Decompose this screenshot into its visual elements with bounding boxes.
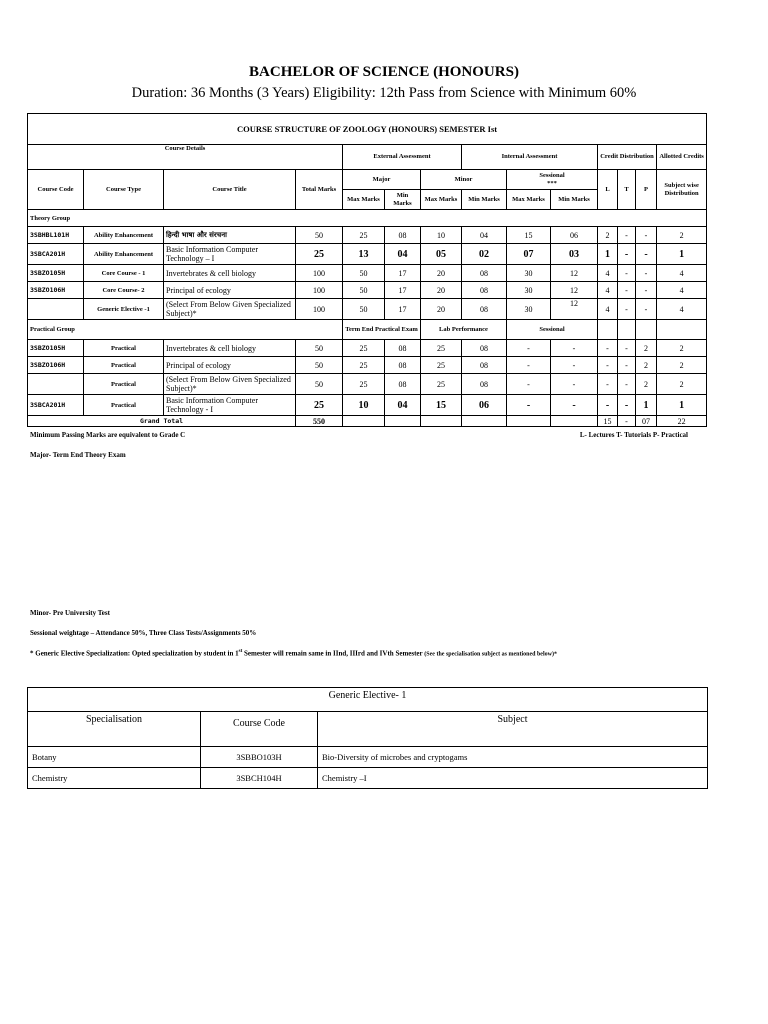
lab-performance-header: Lab Performance xyxy=(421,320,507,340)
external-assessment-header: External Assessment xyxy=(343,145,462,170)
course-title-header: Course Title xyxy=(164,170,296,210)
table-row: 3SBCA201H Practical Basic Information Computer Technology - I 25 10 04 15 06 - - - - 1 1 xyxy=(28,395,707,416)
table-row: Practical (Select From Below Given Specialized Subject)* 50 25 08 25 08 - - - - 2 2 xyxy=(28,374,707,395)
major-note: Major- Term End Theory Exam xyxy=(30,451,126,459)
table-caption: COURSE STRUCTURE OF ZOOLOGY (HONOURS) SEMESTER Ist xyxy=(28,114,707,145)
grand-total-row: Grand Total 550 15 - 07 22 xyxy=(28,416,707,427)
generic-elective-caption: Generic Elective- 1 xyxy=(28,688,708,712)
major-min-header: Min Marks xyxy=(385,190,421,210)
theory-group-label: Theory Group xyxy=(28,210,707,227)
table-row: Generic Elective -1 (Select From Below Given Specialized Subject)* 100 50 17 20 08 30 12 4 - - 4 xyxy=(28,299,707,320)
table-row: 3SBZO105H Practical Invertebrates & cell biology 50 25 08 25 08 - - - - 2 2 xyxy=(28,340,707,357)
allotted-credits-header: Allotted Credits xyxy=(657,145,707,170)
t-header: T xyxy=(618,170,636,210)
minor-max-header: Max Marks xyxy=(421,190,462,210)
table-row: 3SBCA201H Ability Enhancement Basic Information Computer Technology – I 25 13 04 05 02 07 03 1 - - 1 xyxy=(28,244,707,265)
table-row: 3SBHBL101H Ability Enhancement हिन्दी भाषा और संरचना 50 25 08 10 04 15 06 2 - - 2 xyxy=(28,227,707,244)
minor-note: Minor- Pre University Test xyxy=(30,609,110,617)
sessional-header: Sessional *** xyxy=(507,170,598,190)
major-header: Major xyxy=(343,170,421,190)
page-subtitle: Duration: 36 Months (3 Years) Eligibility: 12th Pass from Science with Minimum 60% xyxy=(131,85,637,101)
practical-sessional-header: Sessional xyxy=(507,320,598,340)
table-row: Chemistry 3SBCH104H Chemistry –I xyxy=(28,768,708,789)
table-row: 3SBZO106H Practical Principal of ecology 50 25 08 25 08 - - - - 2 2 xyxy=(28,357,707,374)
table-row: Botany 3SBBO103H Bio-Diversity of microbes and cryptogams xyxy=(28,747,708,768)
specialisation-header: Specialisation xyxy=(28,712,201,747)
internal-assessment-header: Internal Assessment xyxy=(462,145,598,170)
practical-group-label: Practical Group xyxy=(28,320,343,340)
term-end-practical-header: Term End Practical Exam xyxy=(343,320,421,340)
sessional-min-header: Min Marks xyxy=(551,190,598,210)
credit-distribution-header: Credit Distribution xyxy=(598,145,657,170)
legend-note: L- Lectures T- Tutorials P- Practical xyxy=(579,431,688,439)
subject-wise-header: Subject wise Distribution xyxy=(657,170,707,210)
generic-elective-note: * Generic Elective Specialization: Opted specialization by student in 1st Semester will remain same in IInd, IIIrd and IVth Semester (See the specialisation subject as mentioned below)* xyxy=(30,649,557,658)
course-type-header: Course Type xyxy=(84,170,164,210)
minor-header: Minor xyxy=(421,170,507,190)
course-structure-table xyxy=(27,113,707,427)
page-title: BACHELOR OF SCIENCE (HONOURS) xyxy=(249,64,519,80)
course-details-header: Course Details xyxy=(28,145,343,170)
grand-total-label: Grand Total xyxy=(28,416,296,427)
p-header: P xyxy=(636,170,657,210)
total-marks-header: Total Marks xyxy=(296,170,343,210)
ge-course-code-header: Course Code xyxy=(201,712,318,747)
sessional-max-header: Max Marks xyxy=(507,190,551,210)
grand-total-marks: 550 xyxy=(296,416,343,427)
minor-min-header: Min Marks xyxy=(462,190,507,210)
generic-elective-table xyxy=(27,687,708,789)
subject-header: Subject xyxy=(318,712,708,747)
passing-note: Minimum Passing Marks are equivalent to Grade C xyxy=(30,431,186,439)
major-max-header: Max Marks xyxy=(343,190,385,210)
l-header: L xyxy=(598,170,618,210)
table-row: 3SBZO106H Core Course- 2 Principal of ecology 100 50 17 20 08 30 12 4 - - 4 xyxy=(28,282,707,299)
course-code-header: Course Code xyxy=(28,170,84,210)
table-row: 3SBZO105H Core Course - 1 Invertebrates & cell biology 100 50 17 20 08 30 12 4 - - 4 xyxy=(28,265,707,282)
sessional-note: Sessional weightage – Attendance 50%, Three Class Tests/Assignments 50% xyxy=(30,629,257,637)
